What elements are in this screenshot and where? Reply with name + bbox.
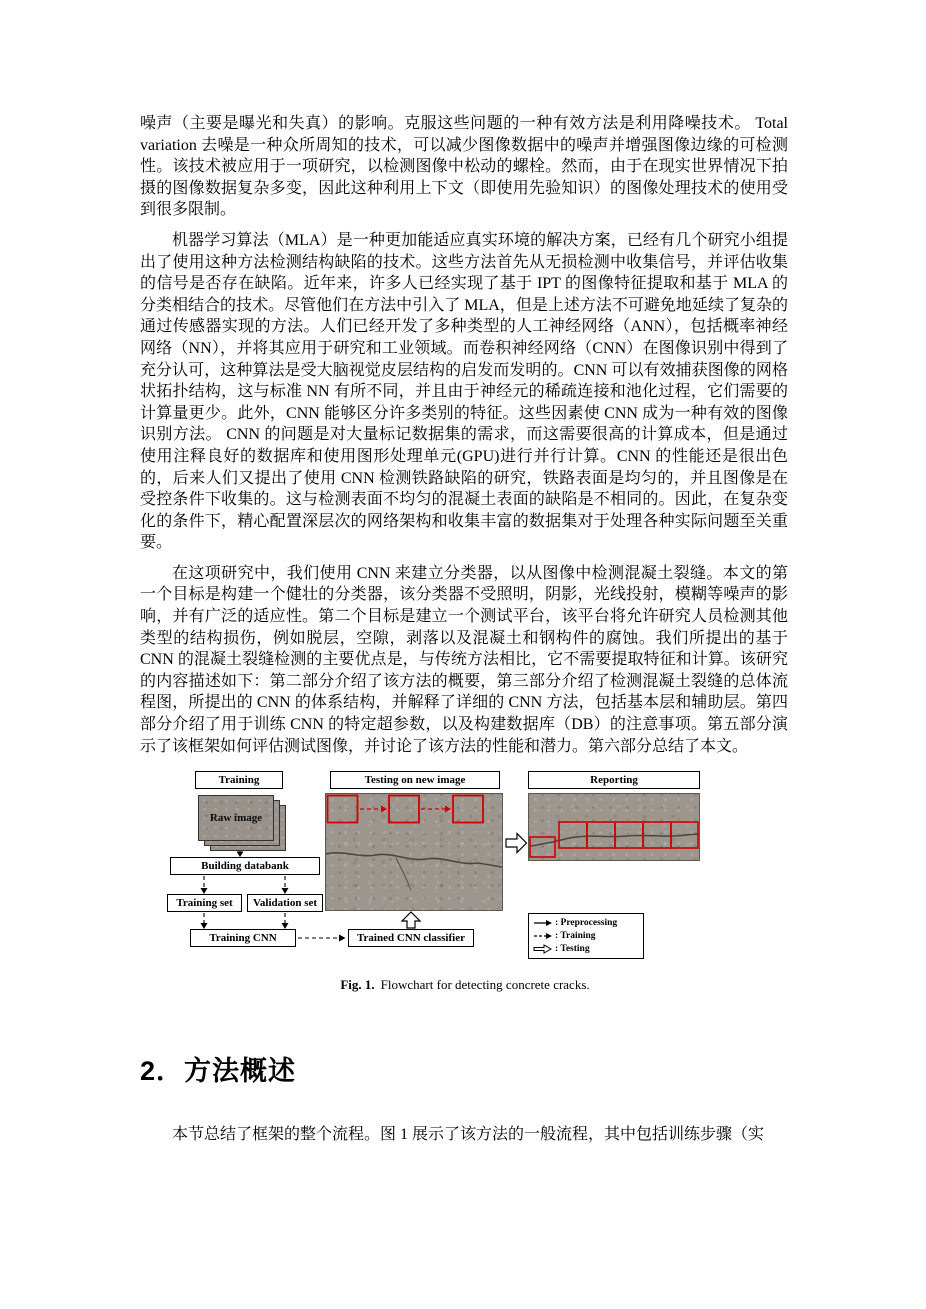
- training-set-label: Training set: [176, 897, 233, 910]
- reporting-image-overlay: [529, 794, 699, 860]
- training-cnn-label: Training CNN: [209, 932, 277, 945]
- testing-arrow-up-icon: [402, 912, 420, 928]
- scan-arrowhead-icons: [381, 806, 451, 813]
- testing-arrow-right-icon: [506, 834, 527, 853]
- detected-crack-boxes: [530, 822, 698, 857]
- solid-arrow-icon: [533, 918, 553, 928]
- training-header-label: Training: [218, 774, 260, 787]
- raw-image-label: Raw image: [209, 812, 263, 825]
- building-databank-box: [170, 857, 320, 875]
- legend-label-testing: : Testing: [555, 944, 590, 955]
- trained-cnn-classifier-box: [348, 929, 474, 947]
- reporting-header-label: Reporting: [590, 774, 638, 787]
- validation-set-label: Validation set: [252, 897, 318, 910]
- testing-panel-header: [330, 771, 500, 789]
- reporting-image: [528, 793, 700, 861]
- legend-row-preprocessing: [533, 917, 639, 929]
- dashed-arrow-icon: [533, 931, 553, 941]
- training-cnn-box: [190, 929, 296, 947]
- scan-window-boxes: [328, 796, 484, 823]
- crack-branch: [396, 858, 411, 890]
- reporting-panel-header: [528, 771, 700, 789]
- legend-row-testing: [533, 943, 639, 955]
- raw-image-front: [198, 795, 274, 841]
- validation-set-box: [247, 894, 323, 912]
- paragraph-3: 在这项研究中，我们使用 CNN 来建立分类器，以从图像中检测混凝土裂缝。本文的第一个目标是构建一个健壮的分类器，该分类器不受照明，阴影，光线投射，模糊等噪声的影响，并有广泛的适应性。第二个目标是建立一个测试平台，该平台将允许研究人员检测其他类型的结构损伤，例如脱层，空隙，剥落以及混凝土和钢构件的腐蚀。我们所提出的基于 CNN 的混凝土裂缝检测的主要优点是，与传统方法相比，它不需要提取特征和计算。该研究的内容描述如下：第二部分介绍了该方法的概要，第三部分介绍了检测混凝土裂缝的总体流程图，所提出的 CNN 的体系结构，并解释了详细的 CNN 方法，包括基本层和辅助层。第四部分介绍了用于训练 CNN 的特定超参数，以及构建数据库（DB）的注意事项。第五部分演示了该框架如何评估测试图像，并讨论了该方法的性能和潜力。第六部分总结了本文。: [140, 564, 788, 755]
- legend-label-preprocessing: : Preprocessing: [555, 918, 618, 929]
- raw-image-stack: [198, 795, 290, 853]
- open-arrow-icon: [533, 944, 553, 954]
- testing-image: [325, 793, 503, 911]
- figure-caption-text: Flowchart for detecting concrete cracks.: [380, 977, 590, 993]
- paragraph-1: 噪声（主要是曝光和失真）的影响。克服这些问题的一种有效方法是利用降噪技术。 Total variation 去噪是一种众所周知的技术，可以减少图像数据中的噪声并增强图像边缘的可检测性。该技术被应用于一项研究，以检测图像中松动的螺栓。然而，由于在现实世界情况下拍摄的图像数据复杂多变，因此这种利用上下文（即使用先验知识）的图像处理技术的使用受到很多限制。: [140, 115, 788, 219]
- testing-image-overlay: [326, 794, 502, 910]
- figure-flowchart: [140, 771, 790, 967]
- building-databank-label: Building databank: [201, 860, 289, 873]
- figure-caption-label: Fig. 1.: [340, 977, 375, 993]
- training-panel-header: [195, 771, 283, 789]
- figure-caption: [140, 977, 790, 993]
- legend-label-training: : Training: [555, 931, 596, 942]
- legend-row-training: [533, 930, 639, 942]
- figure-legend: [528, 913, 644, 959]
- trained-cnn-classifier-label: Trained CNN classifier: [357, 932, 465, 945]
- paragraph-2: 机器学习算法（MLA）是一种更加能适应真实环境的解决方案，已经有几个研究小组提出了使用这种方法检测结构缺陷的技术。这些方法首先从无损检测中收集信号，并评估收集的信号是否存在缺陷。近年来，许多人已经实现了基于 IPT 的图像特征提取和基于 MLA 的分类相结合的技术。尽管他们在方法中引入了 MLA，但是上述方法不可避免地延续了复杂的通过传感器实现的方法。人们已经开发了多种类型的人工神经网络（ANN），包括概率神经网络（NN），并将其应用于研究和工业领域。而卷积神经网络（CNN）在图像识别中得到了充分认可，这种算法是受大脑视觉皮层结构的启发而发明的。CNN 可以有效捕获图像的网格状拓扑结构，这与标准 NN 有所不同，并且由于神经元的稀疏连接和池化过程，它们需要的计算量更少。此外，CNN 能够区分许多类别的特征。这些因素使 CNN 成为一种有效的图像识别方法。 CNN 的问题是对大量标记数据集的需求，而这需要很高的计算成本，但是通过使用注释良好的数据库和使用图形处理单元(GPU)进行并行计算。CNN 的性能还是很出色的，后来人们又提出了使用 CNN 检测铁路缺陷的研究，铁路表面是均匀的，并且图像是在受控条件下收集的。这与检测表面不均匀的混凝土表面的缺陷是不相同的。因此，在复杂变化的条件下，精心配置深层次的网络架构和收集丰富的数据集对于处理各种实际问题至关重要。: [140, 231, 788, 552]
- testing-header-label: Testing on new image: [364, 774, 466, 787]
- training-set-box: [167, 894, 242, 912]
- section-heading: 2．方法概述: [140, 1056, 297, 1087]
- crack-line: [326, 853, 502, 867]
- closing-paragraph: 本节总结了框架的整个流程。图 1 展示了该方法的一般流程，其中包括训练步骤（实: [172, 1126, 765, 1144]
